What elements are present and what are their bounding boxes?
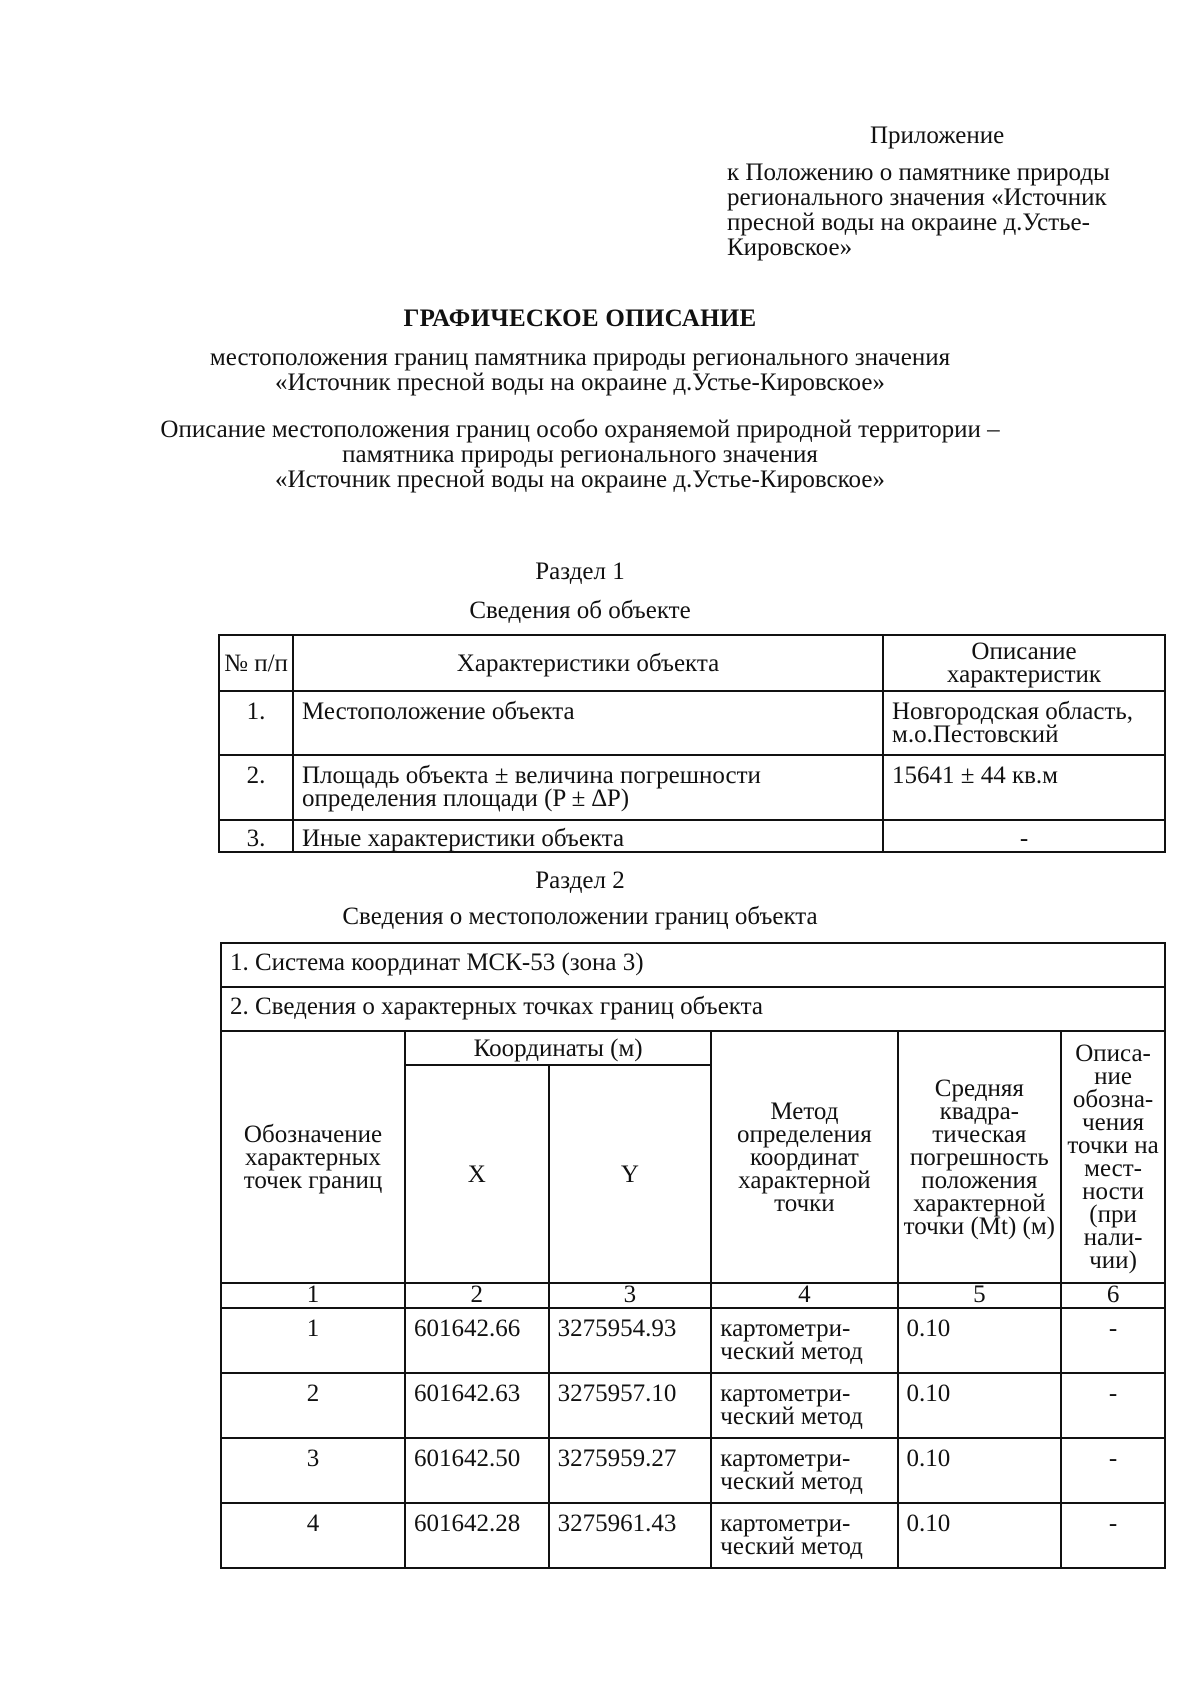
point-y: 3275959.27	[549, 1438, 712, 1503]
column-number: 1	[221, 1283, 405, 1308]
header-description: Описание характеристик	[883, 635, 1165, 691]
table-row	[221, 1308, 1165, 1373]
coord-system: 1. Система координат МСК-53 (зона 3)	[221, 943, 1165, 987]
header-x: X	[405, 1065, 549, 1283]
point-id: 3	[221, 1438, 405, 1503]
point-x: 601642.28	[405, 1503, 549, 1568]
point-description: -	[1061, 1373, 1165, 1438]
description-line-1: Описание местоположения границ особо охраняемой природной территории –	[160, 416, 1000, 443]
document-title: ГРАФИЧЕСКОЕ ОПИСАНИЕ	[403, 305, 757, 332]
point-description: -	[1061, 1503, 1165, 1568]
point-error: 0.10	[898, 1503, 1062, 1568]
table-row	[221, 1438, 1165, 1503]
table-row	[221, 1373, 1165, 1438]
point-method: картометри-ческий метод	[711, 1308, 897, 1373]
header-number: № п/п	[219, 635, 293, 691]
point-description: -	[1061, 1308, 1165, 1373]
subtitle-line-1: местоположения границ памятника природы регионального значения	[209, 344, 951, 371]
subtitle-line-2: «Источник пресной воды на окраине д.Устье-Кировское»	[275, 369, 885, 396]
row-name: Местоположение объекта	[293, 691, 883, 755]
section-2-label: Раздел 2	[535, 867, 625, 894]
header-method: Метод определения координат характерной точки	[711, 1031, 897, 1283]
point-method: картометри-ческий метод	[711, 1438, 897, 1503]
point-x: 601642.66	[405, 1308, 549, 1373]
row-name: Иные характеристики объекта	[293, 820, 883, 852]
row-description: Новгородская область, м.о.Пестовский	[883, 691, 1165, 755]
column-number: 2	[405, 1283, 549, 1308]
header-point-description: Описа-ние обозна-чения точки на мест-ности (при нали-чии)	[1061, 1031, 1165, 1283]
point-y: 3275954.93	[549, 1308, 712, 1373]
section-1-label: Раздел 1	[535, 558, 625, 585]
point-error: 0.10	[898, 1373, 1062, 1438]
row-description: 15641 ± 44 кв.м	[883, 755, 1165, 820]
point-x: 601642.63	[405, 1373, 549, 1438]
object-info-table	[218, 634, 1166, 853]
section-1-title: Сведения об объекте	[469, 597, 691, 624]
header-error: Средняя квадра-тическая погрешность положения характерной точки (Mt) (м)	[898, 1031, 1062, 1283]
description-line-2: памятника природы регионального значения	[342, 441, 818, 468]
coord-system-row	[221, 943, 1165, 987]
boundary-points-table	[220, 942, 1166, 1569]
table-row	[219, 820, 1165, 852]
column-number: 3	[549, 1283, 712, 1308]
column-number: 6	[1061, 1283, 1165, 1308]
header-characteristics: Характеристики объекта	[293, 635, 883, 691]
column-number: 5	[898, 1283, 1062, 1308]
point-description: -	[1061, 1438, 1165, 1503]
point-id: 4	[221, 1503, 405, 1568]
table-row	[221, 1503, 1165, 1568]
table-header-row	[219, 635, 1165, 691]
point-method: картометри-ческий метод	[711, 1373, 897, 1438]
point-x: 601642.50	[405, 1438, 549, 1503]
appendix-title: Приложение	[870, 122, 1005, 149]
description-line-3: «Источник пресной воды на окраине д.Устье-Кировское»	[275, 466, 885, 493]
table-header-row	[221, 1031, 1165, 1065]
row-description: -	[883, 820, 1165, 852]
row-number: 2.	[219, 755, 293, 820]
header-designation: Обозначение характерных точек границ	[221, 1031, 405, 1283]
header-coords: Координаты (м)	[405, 1031, 711, 1065]
column-number: 4	[711, 1283, 897, 1308]
column-numbers-row	[221, 1283, 1165, 1308]
points-title: 2. Сведения о характерных точках границ объекта	[221, 987, 1165, 1031]
table-row	[219, 691, 1165, 755]
row-number: 3.	[219, 820, 293, 852]
row-number: 1.	[219, 691, 293, 755]
point-method: картометри-ческий метод	[711, 1503, 897, 1568]
header-y: Y	[549, 1065, 712, 1283]
appendix-body: к Положению о памятнике природы регионального значения «Источник пресной воды на окраине д.Устье-Кировское»	[727, 159, 1110, 261]
row-name: Площадь объекта ± величина погрешности определения площади (P ± ∆P)	[293, 755, 883, 820]
point-y: 3275961.43	[549, 1503, 712, 1568]
point-y: 3275957.10	[549, 1373, 712, 1438]
table-row	[219, 755, 1165, 820]
point-error: 0.10	[898, 1438, 1062, 1503]
point-id: 1	[221, 1308, 405, 1373]
section-2-title: Сведения о местоположении границ объекта	[342, 903, 818, 930]
points-title-row	[221, 987, 1165, 1031]
point-id: 2	[221, 1373, 405, 1438]
point-error: 0.10	[898, 1308, 1062, 1373]
